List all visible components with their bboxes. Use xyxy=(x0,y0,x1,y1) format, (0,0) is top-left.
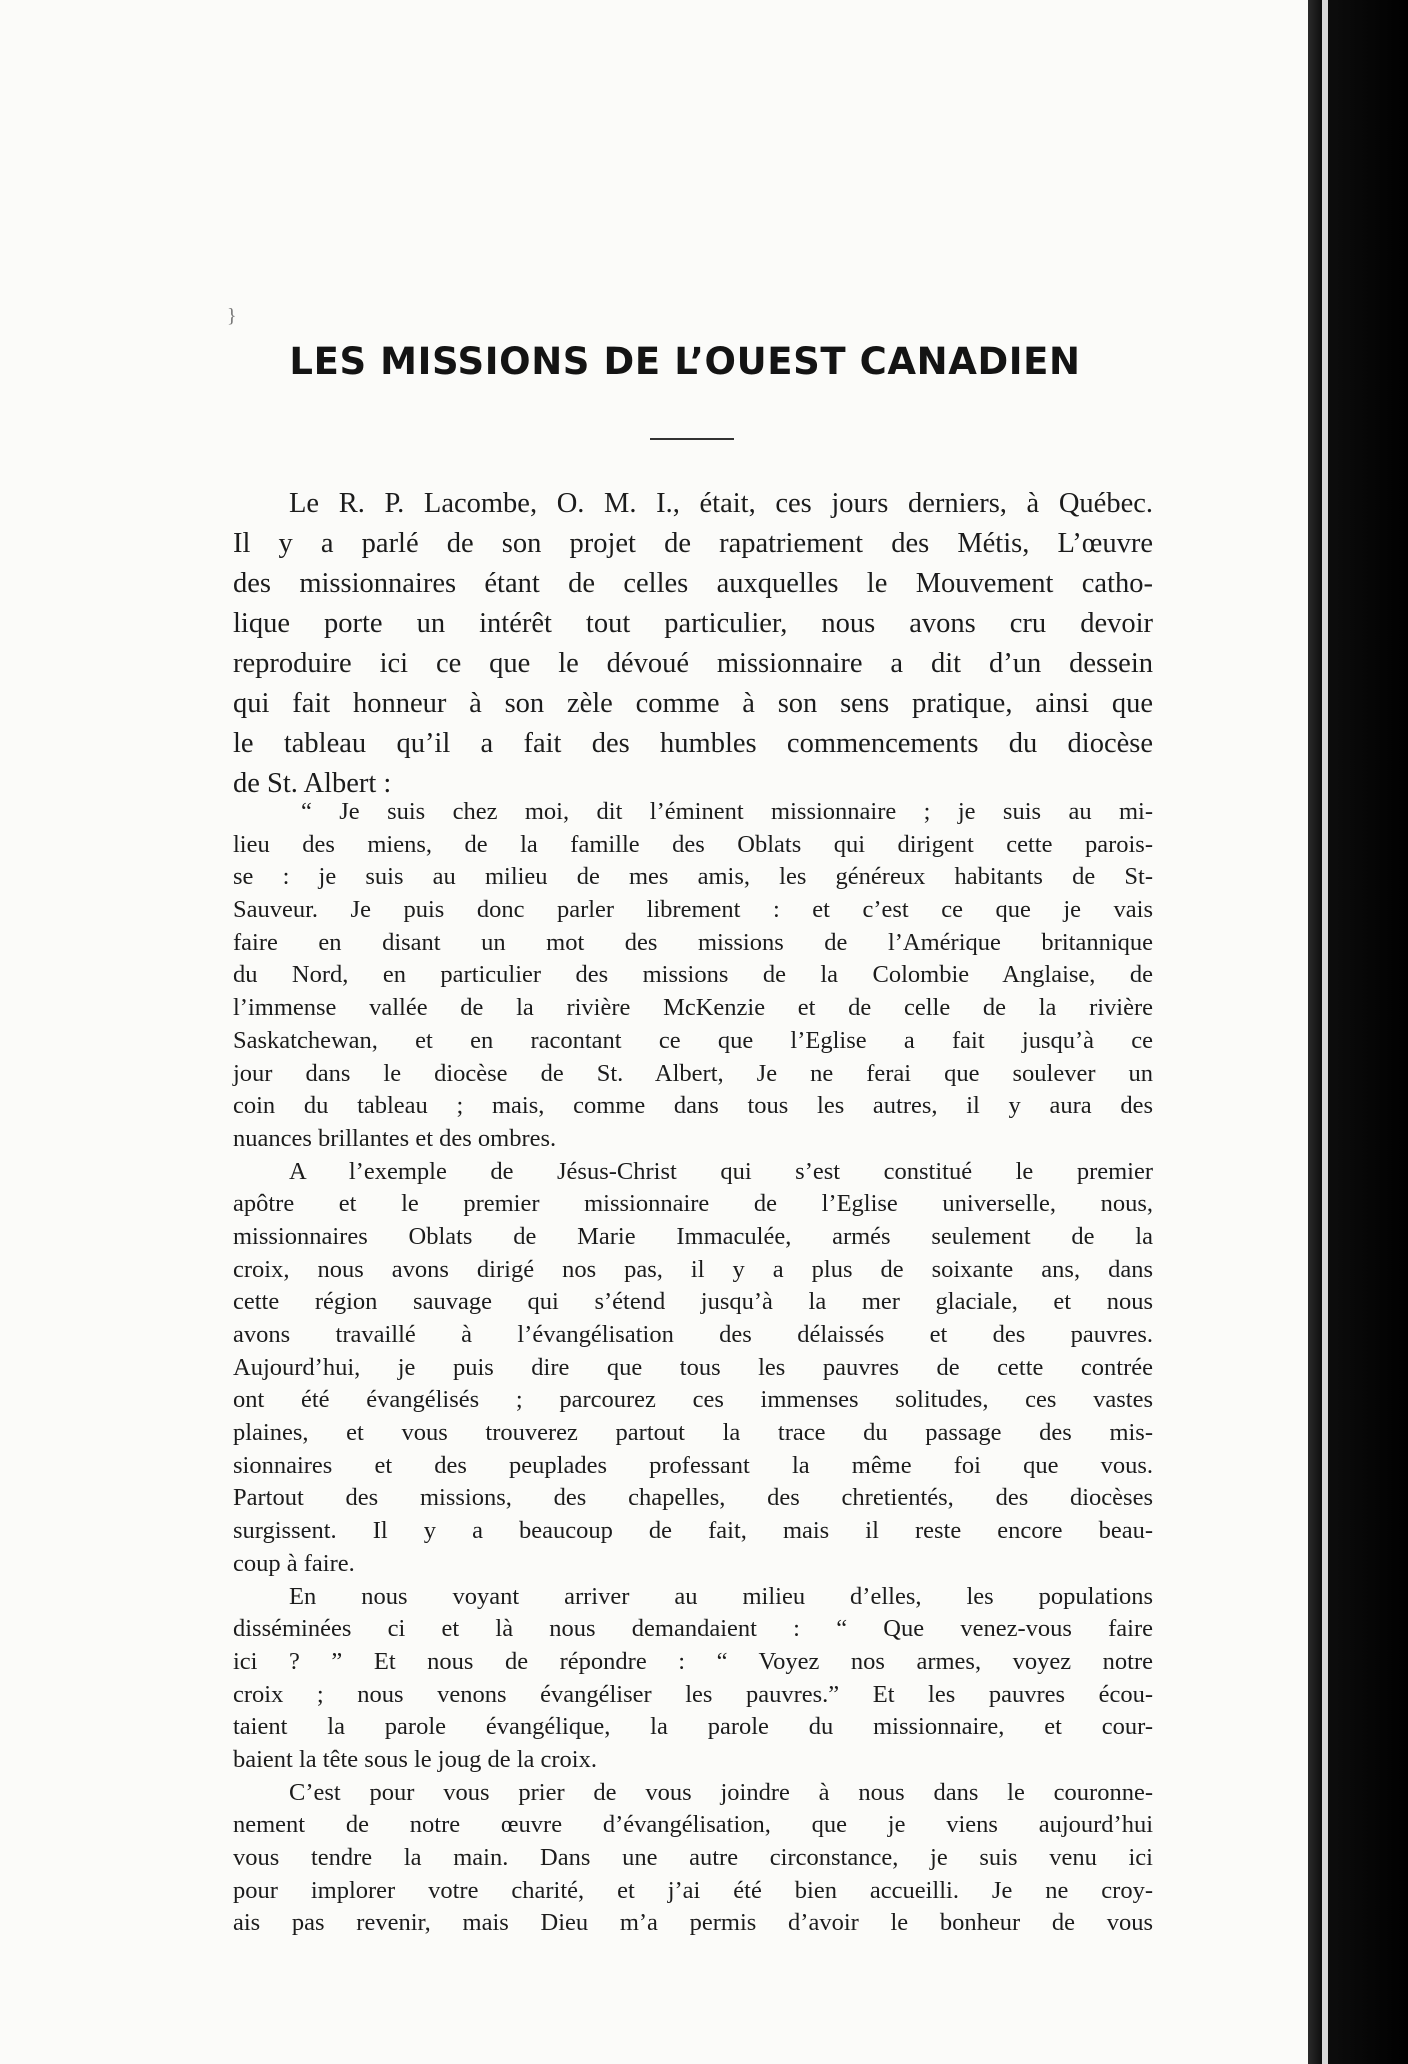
text-line: croix, nous avons dirigé nos pas, il y a plus de soixante ans, dans xyxy=(233,1255,1153,1283)
text-line: Partout des missions, des chapelles, des chretientés, des diocèses xyxy=(233,1484,1153,1512)
margin-mark: } xyxy=(227,305,237,327)
text-line: Le R. P. Lacombe, O. M. I., était, ces jours derniers, à Québec. xyxy=(289,488,1153,519)
text-line: Sauveur. Je puis donc parler librement : et c’est ce que je vais xyxy=(233,896,1153,924)
text-line: ont été évangélisés ; parcourez ces immenses solitudes, ces vastes xyxy=(233,1386,1153,1414)
text-line: pour implorer votre charité, et j’ai été bien accueilli. Je ne croy- xyxy=(233,1876,1153,1904)
text-line: faire en disant un mot des missions de l’Amérique britannique xyxy=(233,928,1153,956)
text-line: l’immense vallée de la rivière McKenzie et de celle de la rivière xyxy=(233,994,1153,1022)
text-line: du Nord, en particulier des missions de la Colombie Anglaise, de xyxy=(233,961,1153,989)
text-line: missionnaires Oblats de Marie Immaculée, armés seulement de la xyxy=(233,1222,1153,1250)
text-line: de St. Albert : xyxy=(233,768,392,799)
text-line: ici ? ” Et nous de répondre : “ Voyez nos armes, voyez notre xyxy=(233,1647,1153,1675)
text-line: nement de notre œuvre d’évangélisation, que je viens aujourd’hui xyxy=(233,1811,1153,1839)
text-line: le tableau qu’il a fait des humbles commencements du diocèse xyxy=(233,728,1153,759)
page-binding-edge xyxy=(1308,0,1408,2064)
text-line: A l’exemple de Jésus-Christ qui s’est constitué le premier xyxy=(289,1157,1153,1185)
text-line: surgissent. Il y a beaucoup de fait, mais il reste encore beau- xyxy=(233,1517,1153,1545)
text-line: sionnaires et des peuplades professant la même foi que vous. xyxy=(233,1451,1153,1479)
text-line: plaines, et vous trouverez partout la trace du passage des mis- xyxy=(233,1419,1153,1447)
text-line: vous tendre la main. Dans une autre circonstance, je suis venu ici xyxy=(233,1844,1153,1871)
title-divider xyxy=(650,438,734,440)
text-line: Il y a parlé de son projet de rapatriement des Métis, L’œuvre xyxy=(233,528,1153,559)
text-line: Aujourd’hui, je puis dire que tous les pauvres de cette contrée xyxy=(233,1353,1153,1381)
text-line: “ Je suis chez moi, dit l’éminent missionnaire ; je suis au mi- xyxy=(301,798,1153,825)
text-line: En nous voyant arriver au milieu d’elles, les populations xyxy=(289,1582,1153,1610)
text-line: lique porte un intérêt tout particulier, nous avons cru devoir xyxy=(233,608,1153,639)
text-line: C’est pour vous prier de vous joindre à nous dans le couronne- xyxy=(289,1778,1153,1806)
text-line: lieu des miens, de la famille des Oblats qui dirigent cette parois- xyxy=(233,830,1153,858)
text-line: avons travaillé à l’évangélisation des délaissés et des pauvres. xyxy=(233,1321,1153,1348)
text-line: Saskatchewan, et en racontant ce que l’Eglise a fait jusqu’à ce xyxy=(233,1026,1153,1054)
text-line: coup à faire. xyxy=(233,1549,355,1577)
text-line: coin du tableau ; mais, comme dans tous les autres, il y aura des xyxy=(233,1092,1153,1120)
text-line: baient la tête sous le joug de la croix. xyxy=(233,1745,597,1773)
text-line: reproduire ici ce que le dévoué missionnaire a dit d’un dessein xyxy=(233,648,1153,679)
quoted-speech xyxy=(233,796,1153,1940)
text-line: apôtre et le premier missionnaire de l’Eglise universelle, nous, xyxy=(233,1190,1153,1218)
text-line: cette région sauvage qui s’étend jusqu’à la mer glaciale, et nous xyxy=(233,1288,1153,1316)
text-line: des missionnaires étant de celles auxquelles le Mouvement catho- xyxy=(233,568,1153,599)
text-line: disséminées ci et là nous demandaient : “ Que venez-vous faire xyxy=(233,1615,1153,1643)
text-line: nuances brillantes et des ombres. xyxy=(233,1124,557,1152)
text-line: jour dans le diocèse de St. Albert, Je ne ferai que soulever un xyxy=(233,1059,1153,1087)
text-line: qui fait honneur à son zèle comme à son sens pratique, ainsi que xyxy=(233,688,1153,719)
article-title: LES MISSIONS DE L’OUEST CANADIEN xyxy=(289,340,1081,383)
text-line: ais pas revenir, mais Dieu m’a permis d’avoir le bonheur de vous xyxy=(233,1909,1153,1937)
text-line: croix ; nous venons évangéliser les pauvres.” Et les pauvres écou- xyxy=(233,1680,1153,1708)
intro-paragraph xyxy=(233,484,1153,804)
text-line: taient la parole évangélique, la parole du missionnaire, et cour- xyxy=(233,1713,1153,1741)
text-line: se : je suis au milieu de mes amis, les généreux habitants de St- xyxy=(233,863,1153,891)
